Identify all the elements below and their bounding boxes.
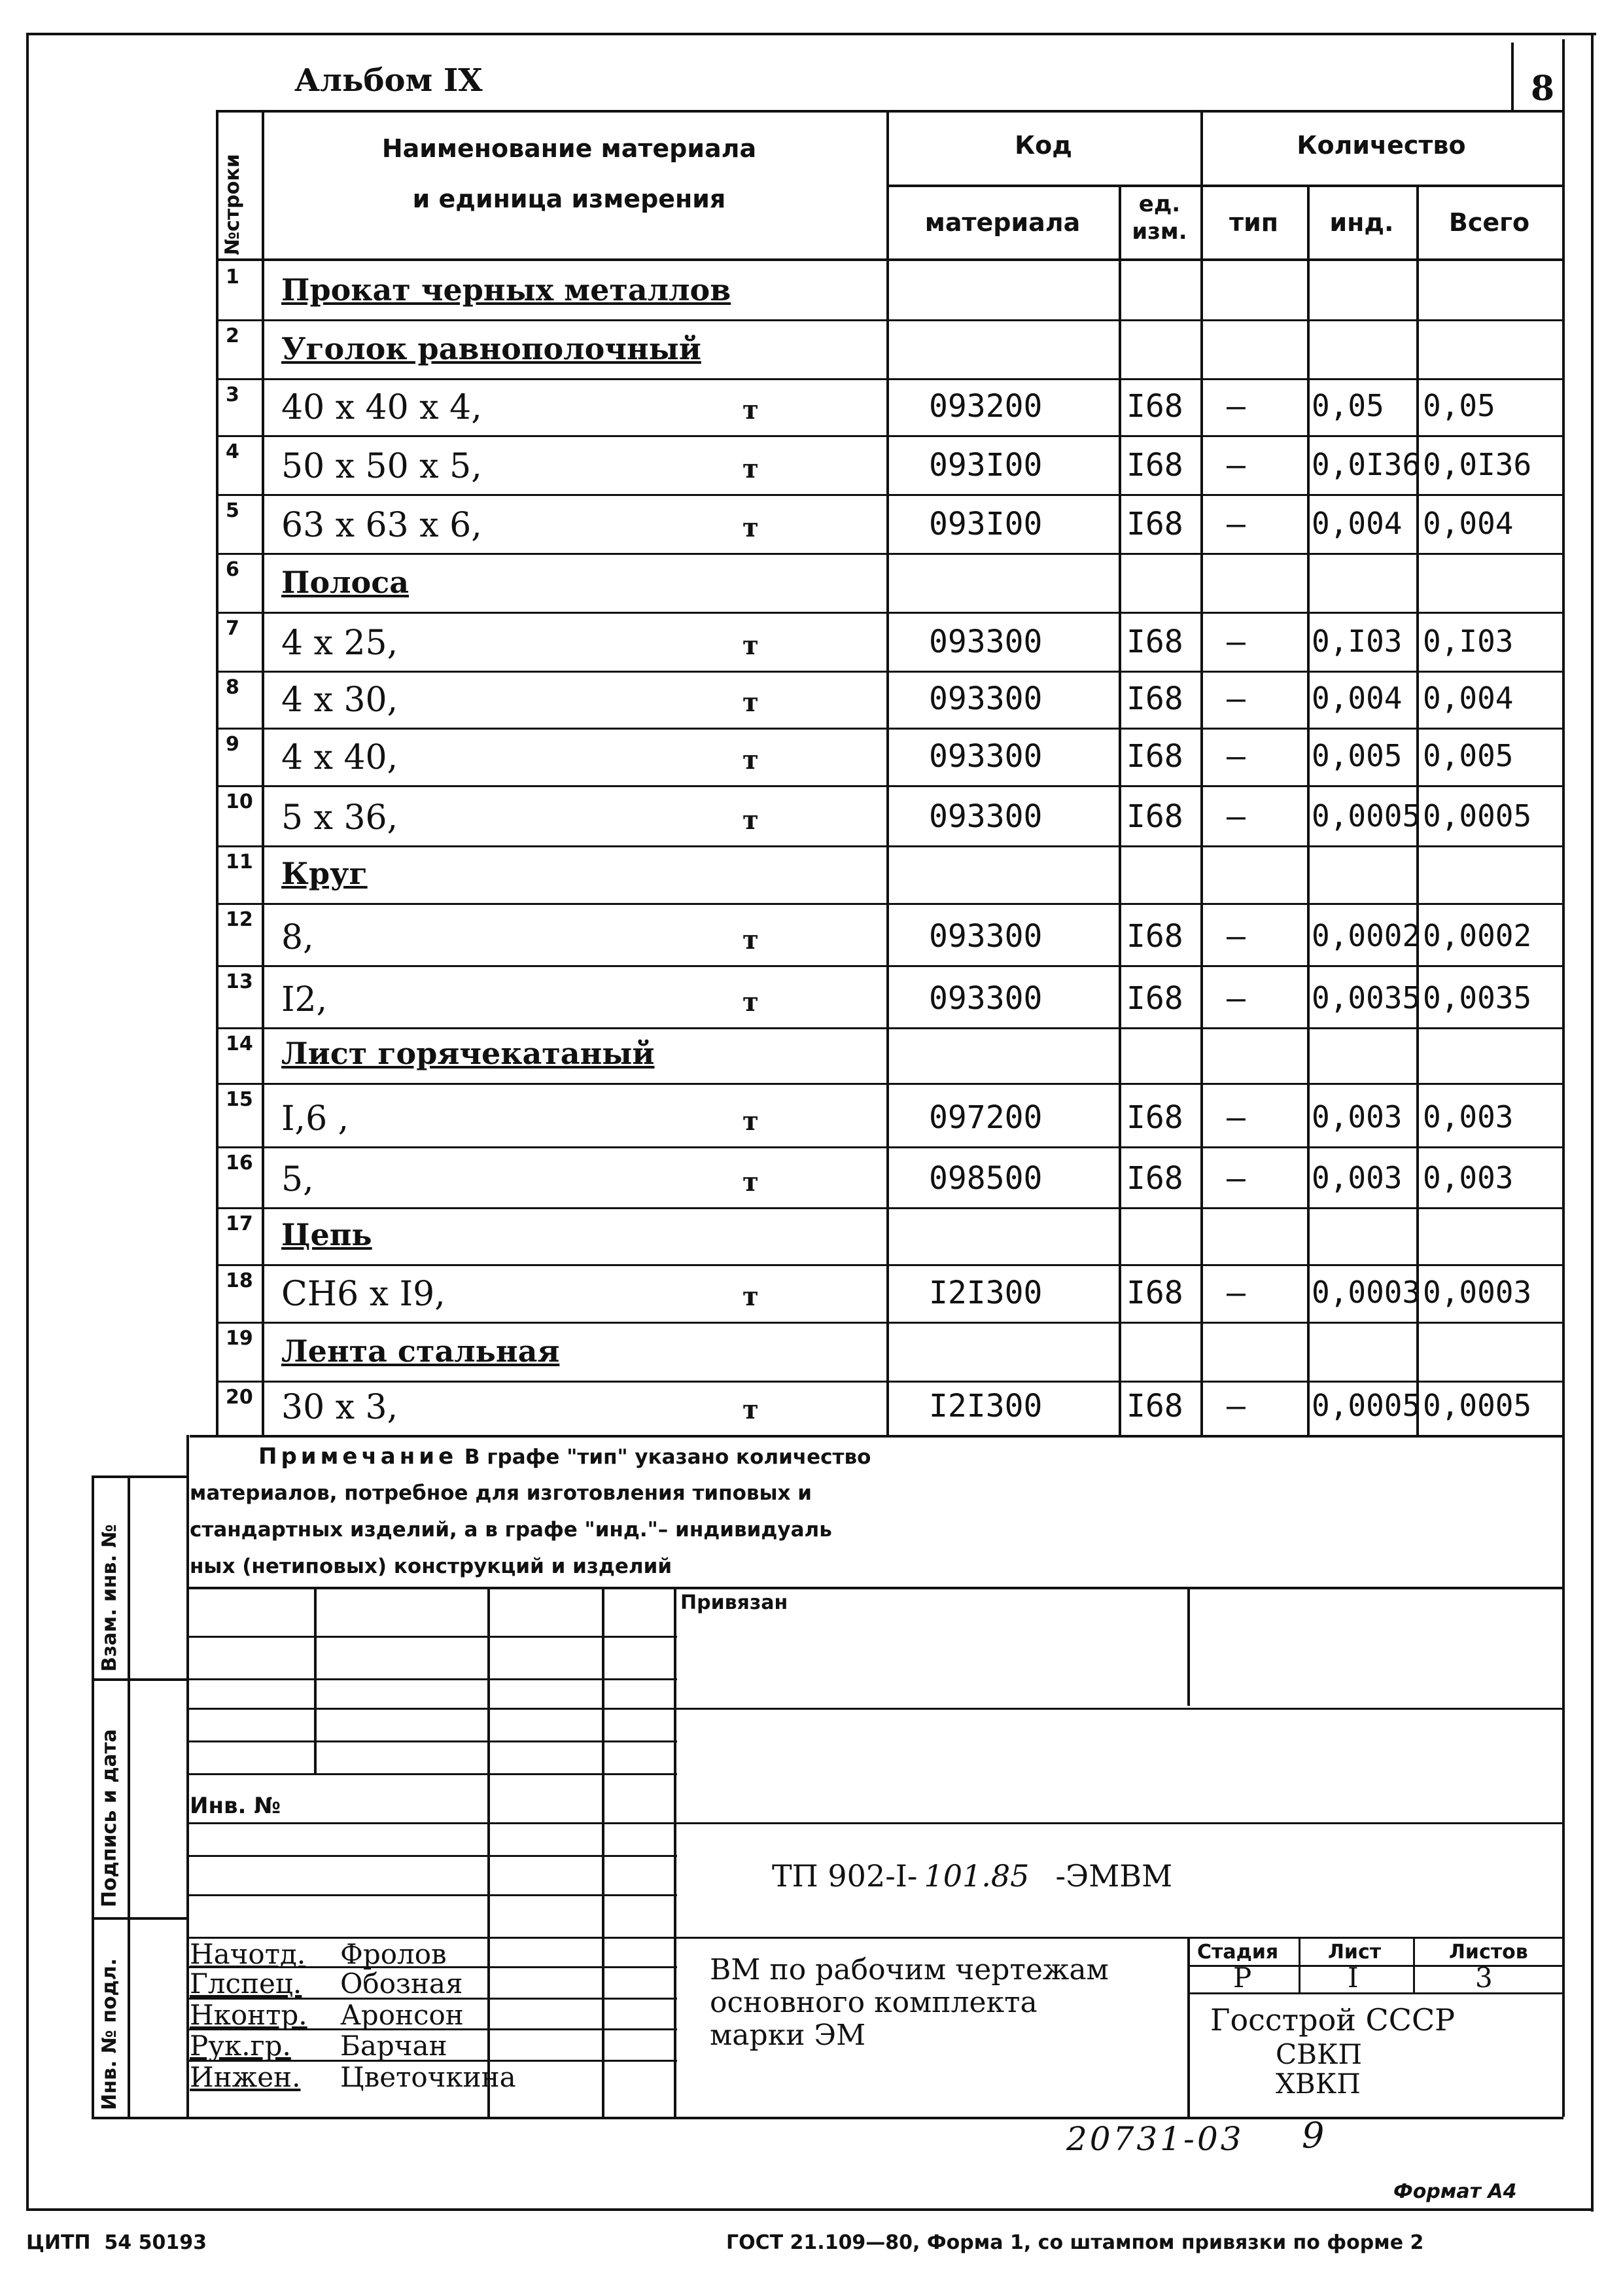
row-uom: I68	[1126, 738, 1183, 775]
row-code: 093I00	[929, 506, 1043, 542]
row-name: 5 х 36,	[281, 798, 398, 838]
row-name: Лист горячекатаный	[281, 1036, 655, 1071]
role-label: Инжен.	[190, 2061, 301, 2093]
row-divider	[216, 785, 1563, 787]
row-ind: 0,003	[1312, 1160, 1403, 1195]
side-sep-1	[92, 1678, 188, 1681]
row-name: 50 х 50 х 5,	[281, 447, 482, 486]
row-name: 5,	[281, 1160, 314, 1199]
stamp-row-4	[186, 1740, 677, 1742]
row-name: 4 х 30,	[281, 680, 398, 720]
row-ind: 0,004	[1312, 506, 1403, 541]
row-total: 0,0003	[1423, 1275, 1532, 1310]
row-name: Прокат черных металлов	[281, 272, 731, 308]
row-code: 098500	[929, 1160, 1043, 1197]
total-header: Всего	[1448, 208, 1530, 237]
footer-left: ЦИТП 54 50193	[26, 2231, 207, 2254]
row-divider	[216, 553, 1563, 555]
page-number-divider	[1511, 43, 1514, 111]
row-total: 0,0005	[1423, 1388, 1532, 1423]
row-type: –	[1227, 506, 1246, 542]
stamp-right-col	[1187, 1587, 1190, 1706]
side-col-left	[92, 1475, 94, 2117]
role-label: Начотд.	[190, 1938, 306, 1970]
stamp-left-cols-d	[674, 1587, 676, 2117]
row-uom: I68	[1126, 680, 1183, 717]
row-number: 19	[226, 1327, 253, 1350]
row-total: 0,005	[1423, 738, 1514, 773]
row-number: 10	[226, 790, 253, 813]
row-code: 097200	[929, 1099, 1043, 1136]
role-person: Обозная	[340, 1968, 463, 2000]
doc-code-suffix: -ЭМВМ	[1055, 1858, 1173, 1894]
inv-no-label: Инв. №	[190, 1793, 281, 1819]
row-uom: I68	[1126, 1388, 1183, 1424]
row-uom: I68	[1126, 918, 1183, 955]
album-title: Альбом IX	[294, 62, 483, 99]
sheets-value: 3	[1475, 1962, 1493, 1994]
row-number: 3	[226, 383, 239, 406]
role-divider	[186, 2028, 677, 2030]
row-ind: 0,I03	[1312, 624, 1403, 659]
row-unit: т	[742, 745, 759, 775]
stamp-row-6	[186, 1822, 1563, 1824]
row-unit: т	[742, 687, 759, 718]
doc-code-hand: 101.85	[924, 1858, 1030, 1894]
header-mid-line	[886, 185, 1563, 187]
side-top	[92, 1475, 188, 1478]
row-total: 0,003	[1423, 1099, 1514, 1135]
row-type: –	[1227, 1275, 1246, 1311]
row-number: 9	[226, 733, 239, 756]
row-label-header: №строки	[221, 154, 244, 255]
role-person: Фролов	[340, 1938, 447, 1970]
stamp-table-right	[1562, 1435, 1565, 2117]
row-total: 0,003	[1423, 1160, 1514, 1195]
stamp-left-cols-b	[487, 1587, 490, 2117]
note-label: Примечание	[258, 1443, 458, 1470]
row-divider	[216, 1146, 1563, 1148]
stamp-top	[186, 1587, 1563, 1589]
row-unit: т	[742, 512, 759, 543]
stamp-row-1	[186, 1636, 677, 1638]
row-number: 13	[226, 970, 253, 993]
row-divider	[216, 1264, 1563, 1266]
row-ind: 0,0035	[1312, 980, 1421, 1016]
stage-label: Стадия	[1197, 1941, 1279, 1964]
row-number: 17	[226, 1212, 253, 1235]
row-code: I2I300	[929, 1275, 1043, 1311]
title-line3: марки ЭМ	[710, 2019, 866, 2052]
side-sep-2	[92, 1917, 188, 1920]
row-name: Цепь	[281, 1217, 372, 1252]
row-number: 14	[226, 1033, 253, 1055]
row-unit: т	[742, 1394, 759, 1425]
row-uom: I68	[1126, 980, 1183, 1017]
row-unit: т	[742, 395, 759, 425]
row-name: I,6 ,	[281, 1099, 349, 1139]
format-label: Формат А4	[1393, 2180, 1517, 2203]
row-divider	[216, 671, 1563, 673]
row-name: 4 х 40,	[281, 738, 398, 777]
row-code: 093300	[929, 738, 1043, 775]
row-name: 30 х 3,	[281, 1388, 398, 1427]
row-ind: 0,005	[1312, 738, 1403, 773]
stage-value: Р	[1233, 1962, 1252, 1994]
row-unit: т	[742, 630, 759, 661]
stamp-row-5	[186, 1773, 677, 1775]
code-header: Код	[1015, 131, 1072, 160]
row-type: –	[1227, 798, 1246, 835]
org-line3: ХВКП	[1276, 2068, 1361, 2100]
row-unit: т	[742, 453, 759, 484]
col-rownum	[262, 110, 264, 1435]
row-name: СН6 х I9,	[281, 1275, 445, 1314]
row-divider	[216, 903, 1563, 905]
row-code: 093300	[929, 680, 1043, 717]
row-uom: I68	[1126, 388, 1183, 425]
row-ind: 0,003	[1312, 1099, 1403, 1135]
row-divider	[216, 1381, 1563, 1383]
row-name: Лента стальная	[281, 1333, 560, 1369]
row-number: 4	[226, 440, 239, 463]
row-divider	[216, 612, 1563, 614]
doc-code	[772, 1858, 1172, 1894]
row-name: Уголок равнополочный	[281, 331, 701, 366]
row-total: 0,004	[1423, 506, 1514, 541]
row-code: I2I300	[929, 1388, 1043, 1424]
row-name: Круг	[281, 856, 368, 891]
header-bottom-line	[216, 258, 1563, 261]
sheet-value: I	[1348, 1962, 1359, 1994]
row-divider	[216, 1027, 1563, 1029]
row-type: –	[1227, 447, 1246, 484]
row-unit: т	[742, 1106, 759, 1137]
side-inv-podl: Инв. № подл.	[98, 1958, 121, 2110]
note-text-1: В графе "тип" указано количество	[457, 1445, 871, 1469]
row-uom: I68	[1126, 1099, 1183, 1136]
row-type: –	[1227, 1388, 1246, 1424]
row-type: –	[1227, 918, 1246, 955]
row-number: 5	[226, 499, 239, 522]
row-name: 40 х 40 х 4,	[281, 388, 482, 427]
note-line3: стандартных изделий, а в графе "инд."– индивидуаль	[190, 1518, 832, 1542]
row-total: 0,0005	[1423, 798, 1532, 834]
quantity-header: Количество	[1297, 131, 1466, 160]
row-code: 093300	[929, 624, 1043, 660]
name-header-line2: и единица измерения	[412, 185, 726, 213]
row-type: –	[1227, 624, 1246, 660]
note-line1	[258, 1438, 871, 1475]
material-header: материала	[924, 208, 1081, 237]
row-unit: т	[742, 925, 759, 955]
page-number: 8	[1531, 69, 1555, 109]
side-vzam: Взам. инв. №	[98, 1524, 121, 1672]
uom-header-line2: изм.	[1132, 219, 1187, 245]
row-unit: т	[742, 805, 759, 836]
row-name: 63 х 63 х 6,	[281, 506, 482, 545]
row-type: –	[1227, 388, 1246, 425]
col-uom	[1119, 185, 1121, 1435]
title-line1: ВМ по рабочим чертежам	[710, 1953, 1109, 1987]
album-underline	[216, 110, 1563, 113]
frame-right	[1591, 33, 1594, 2212]
row-name: Полоса	[281, 565, 410, 600]
side-col-right	[186, 1435, 189, 2117]
row-total: 0,004	[1423, 680, 1514, 716]
row-number: 20	[226, 1386, 253, 1409]
note-line2: материалов, потребное для изготовления типовых и	[190, 1481, 812, 1505]
row-total: 0,0I36	[1423, 447, 1532, 482]
row-ind: 0,004	[1312, 680, 1403, 716]
row-code: 093300	[929, 798, 1043, 835]
row-type: –	[1227, 680, 1246, 717]
row-ind: 0,05	[1312, 388, 1384, 423]
row-ind: 0,0003	[1312, 1275, 1421, 1310]
ind-header: инд.	[1329, 208, 1394, 237]
row-total: 0,I03	[1423, 624, 1514, 659]
row-ind: 0,0005	[1312, 798, 1421, 834]
row-code: 093I00	[929, 447, 1043, 484]
row-divider	[216, 1322, 1563, 1324]
row-uom: I68	[1126, 447, 1183, 484]
row-divider	[216, 435, 1563, 437]
role-person: Цветочкина	[340, 2061, 516, 2093]
role-label: Глспец.	[190, 1968, 302, 2000]
row-divider	[216, 1207, 1563, 1209]
row-ind: 0,0002	[1312, 918, 1421, 953]
frame-top	[26, 33, 1596, 35]
org-line2: СВКП	[1276, 2038, 1363, 2070]
row-name: 8,	[281, 918, 314, 957]
role-divider	[186, 1966, 677, 1968]
row-type: –	[1227, 1160, 1246, 1197]
org-line1: Госстрой СССР	[1210, 2002, 1456, 2038]
row-divider	[216, 728, 1563, 730]
row-divider	[216, 378, 1563, 380]
row-number: 8	[226, 676, 239, 699]
stamp-row-2	[186, 1678, 677, 1680]
row-uom: I68	[1126, 506, 1183, 542]
row-total: 0,05	[1423, 388, 1495, 423]
privyazan-label: Привязан	[680, 1591, 788, 1614]
row-name: 4 х 25,	[281, 624, 398, 663]
row-number: 1	[226, 266, 239, 289]
stamp-left-cols-c	[602, 1587, 604, 2117]
doc-code-prefix: ТП 902-I-	[772, 1858, 918, 1894]
role-person: Барчан	[340, 2030, 447, 2062]
row-number: 18	[226, 1269, 253, 1292]
row-uom: I68	[1126, 1160, 1183, 1197]
row-number: 7	[226, 617, 239, 640]
row-divider	[216, 1083, 1563, 1085]
row-number: 6	[226, 558, 239, 581]
table-right	[1562, 39, 1565, 1435]
uom-header-line1: ед.	[1138, 191, 1181, 217]
row-divider	[216, 845, 1563, 847]
side-col-mid	[128, 1475, 130, 2117]
stamp-bottom	[92, 2117, 1563, 2119]
type-header: тип	[1229, 208, 1278, 237]
stamp-info-left	[1187, 1937, 1190, 2117]
col-ind	[1307, 185, 1310, 1435]
table-left	[216, 110, 218, 1435]
row-type: –	[1227, 738, 1246, 775]
stamp-row-8	[186, 1894, 677, 1896]
role-label: Нконтр.	[190, 1999, 307, 2031]
row-number: 16	[226, 1152, 253, 1174]
row-number: 12	[226, 908, 253, 931]
row-number: 2	[226, 325, 239, 347]
role-person: Аронсон	[340, 1999, 464, 2031]
row-divider	[216, 319, 1563, 321]
col-code	[886, 110, 889, 1435]
row-name: I2,	[281, 980, 328, 1019]
row-unit: т	[742, 1281, 759, 1312]
row-ind: 0,0005	[1312, 1388, 1421, 1423]
role-label: Рук.гр.	[190, 2030, 291, 2062]
row-type: –	[1227, 1099, 1246, 1136]
col-type	[1200, 110, 1203, 1435]
row-uom: I68	[1126, 1275, 1183, 1311]
note-line4: ных (нетиповых) конструкций и изделий	[190, 1555, 672, 1578]
row-code: 093300	[929, 980, 1043, 1017]
role-divider	[186, 2060, 677, 2062]
side-podpis: Подпись и дата	[98, 1729, 121, 1907]
hand-sheet: 9	[1302, 2115, 1325, 2156]
title-line2: основного комплекта	[710, 1986, 1038, 2019]
footer-right: ГОСТ 21.109—80, Форма 1, со штампом привязки по форме 2	[726, 2231, 1424, 2254]
row-code: 093200	[929, 388, 1043, 425]
sheet-label: Лист	[1328, 1941, 1382, 1964]
name-header-line1: Наименование материала	[381, 134, 757, 163]
row-number: 15	[226, 1088, 253, 1111]
row-ind: 0,0I36	[1312, 447, 1421, 482]
row-uom: I68	[1126, 798, 1183, 835]
stamp-row-7	[186, 1855, 677, 1857]
role-divider	[186, 1998, 677, 2000]
table-bottom-line	[190, 1435, 1563, 1438]
row-number: 11	[226, 851, 253, 874]
row-uom: I68	[1126, 624, 1183, 660]
row-total: 0,0035	[1423, 980, 1532, 1016]
row-unit: т	[742, 987, 759, 1017]
sheets-label: Листов	[1449, 1941, 1528, 1964]
row-type: –	[1227, 980, 1246, 1017]
hand-number: 20731-03	[1066, 2120, 1244, 2158]
stamp-row-3	[186, 1708, 1563, 1710]
row-code: 093300	[929, 918, 1043, 955]
row-unit: т	[742, 1167, 759, 1197]
row-divider	[216, 965, 1563, 967]
row-divider	[216, 494, 1563, 496]
row-total: 0,0002	[1423, 918, 1532, 953]
